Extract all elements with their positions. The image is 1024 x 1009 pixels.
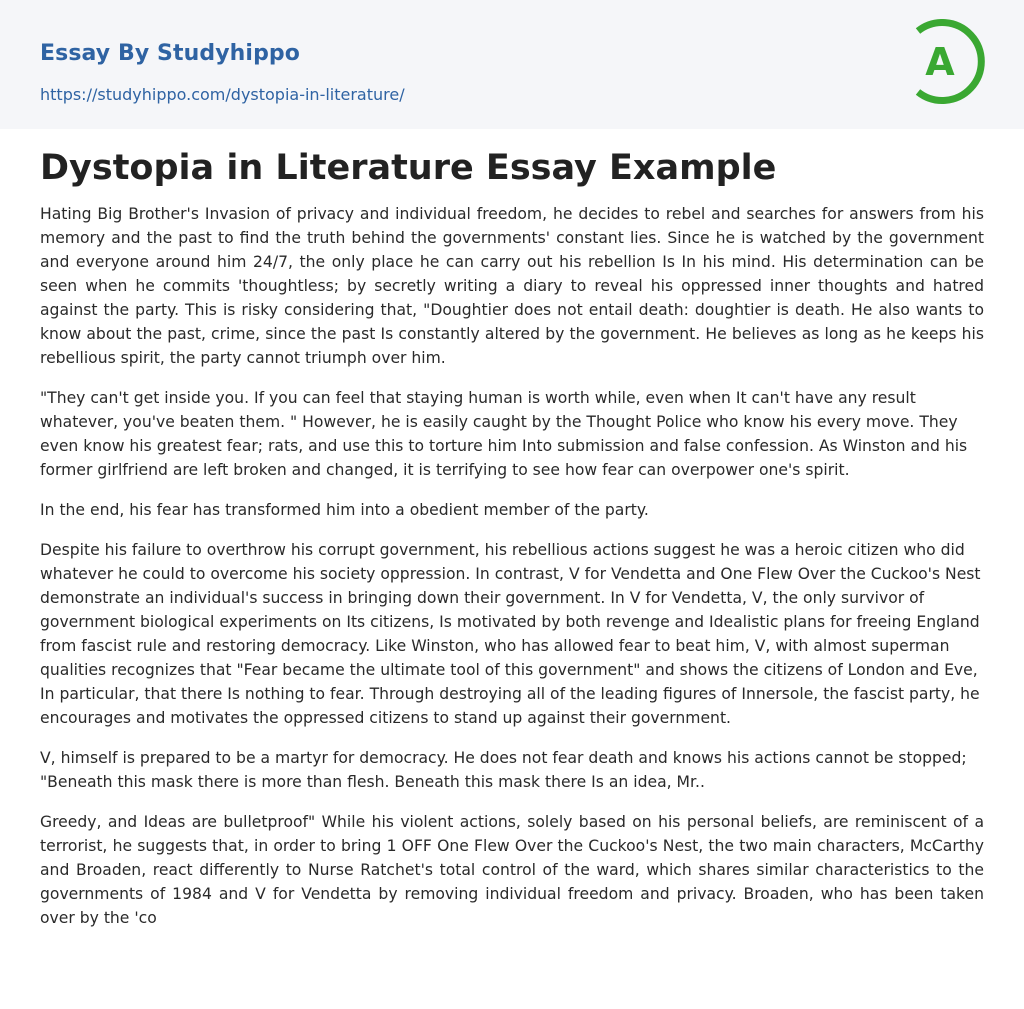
page-title: Dystopia in Literature Essay Example [40, 148, 777, 188]
paragraph-6: Greedy, and Ideas are bulletproof" While his violent actions, solely based on his personal beliefs, are reminiscent of a terrorist, he suggests that, in order to bring 1 OFF One Flew Over the Cuckoo's Nest, the two main characters, McCarthy and Broaden, react differently to Nurse Ratchet's total control of the ward, which shares similar characteristics to the governments of 1984 and V for Vendetta by removing individual freedom and privacy. Broaden, who has been taken over by the 'co [40, 813, 984, 927]
circle-a-logo-icon[interactable] [912, 19, 986, 105]
article-body [40, 202, 984, 930]
paragraph-2: "They can't get inside you. If you can feel that staying human is worth while, even when It can't have any result whatever, you've beaten them. " However, he is easily caught by the Thought Police who know his every move. They even know his greatest fear; rats, and use this to torture him Into submission and false confession. As Winston and his former girlfriend are left broken and changed, it is terrifying to see how fear can overpower one's spirit. [40, 389, 968, 479]
paragraph-3: In the end, his fear has transformed him into a obedient member of the party. [40, 501, 649, 519]
paragraph-5: V, himself is prepared to be a martyr for democracy. He does not fear death and knows his actions cannot be stopped; "Beneath this mask there is more than flesh. Beneath this mask there Is an idea, Mr.. [40, 749, 967, 791]
paragraph-4: Despite his failure to overthrow his corrupt government, his rebellious actions suggest he was a heroic citizen who did whatever he could to overcome his society oppression. In contrast, V for Vendetta and One Flew Over the Cuckoo's Nest demonstrate an individual's success in bringing down their government. In V for Vendetta, V, the only survivor of government biological experiments on Its citizens, Is motivated by both revenge and Idealistic plans for freeing England from fascist rule and restoring democracy. Like Winston, who has allowed fear to beat him, V, with almost superman qualities recognizes that "Fear became the ultimate tool of this government" and shows the citizens of London and Eve, In particular, that there Is nothing to fear. Through destroying all of the leading figures of Innersole, the fascist party, he encourages and motivates the oppressed citizens to stand up against their government. [40, 541, 981, 727]
paragraph-1: Hating Big Brother's Invasion of privacy and individual freedom, he decides to rebel and searches for answers from his memory and the past to find the truth behind the governments' constant lies. Since he is watched by the government and everyone around him 24/7, the only place he can carry out his rebellion Is In his mind. His determination can be seen when he commits 'thoughtless; by secretly writing a diary to reveal his oppressed inner thoughts and hatred against the party. This is risky considering that, "Doughtier does not entail death: doughtier is death. He also wants to know about the past, crime, since the past Is constantly altered by the government. He believes as long as he keeps his rebellious spirit, the party cannot triumph over him. [40, 205, 984, 367]
article-url-link[interactable]: https://studyhippo.com/dystopia-in-literature/ [40, 85, 405, 104]
site-header [0, 0, 1024, 129]
logo-letter: A [925, 40, 955, 84]
article [0, 147, 1024, 930]
site-title[interactable]: Essay By Studyhippo [40, 41, 300, 66]
